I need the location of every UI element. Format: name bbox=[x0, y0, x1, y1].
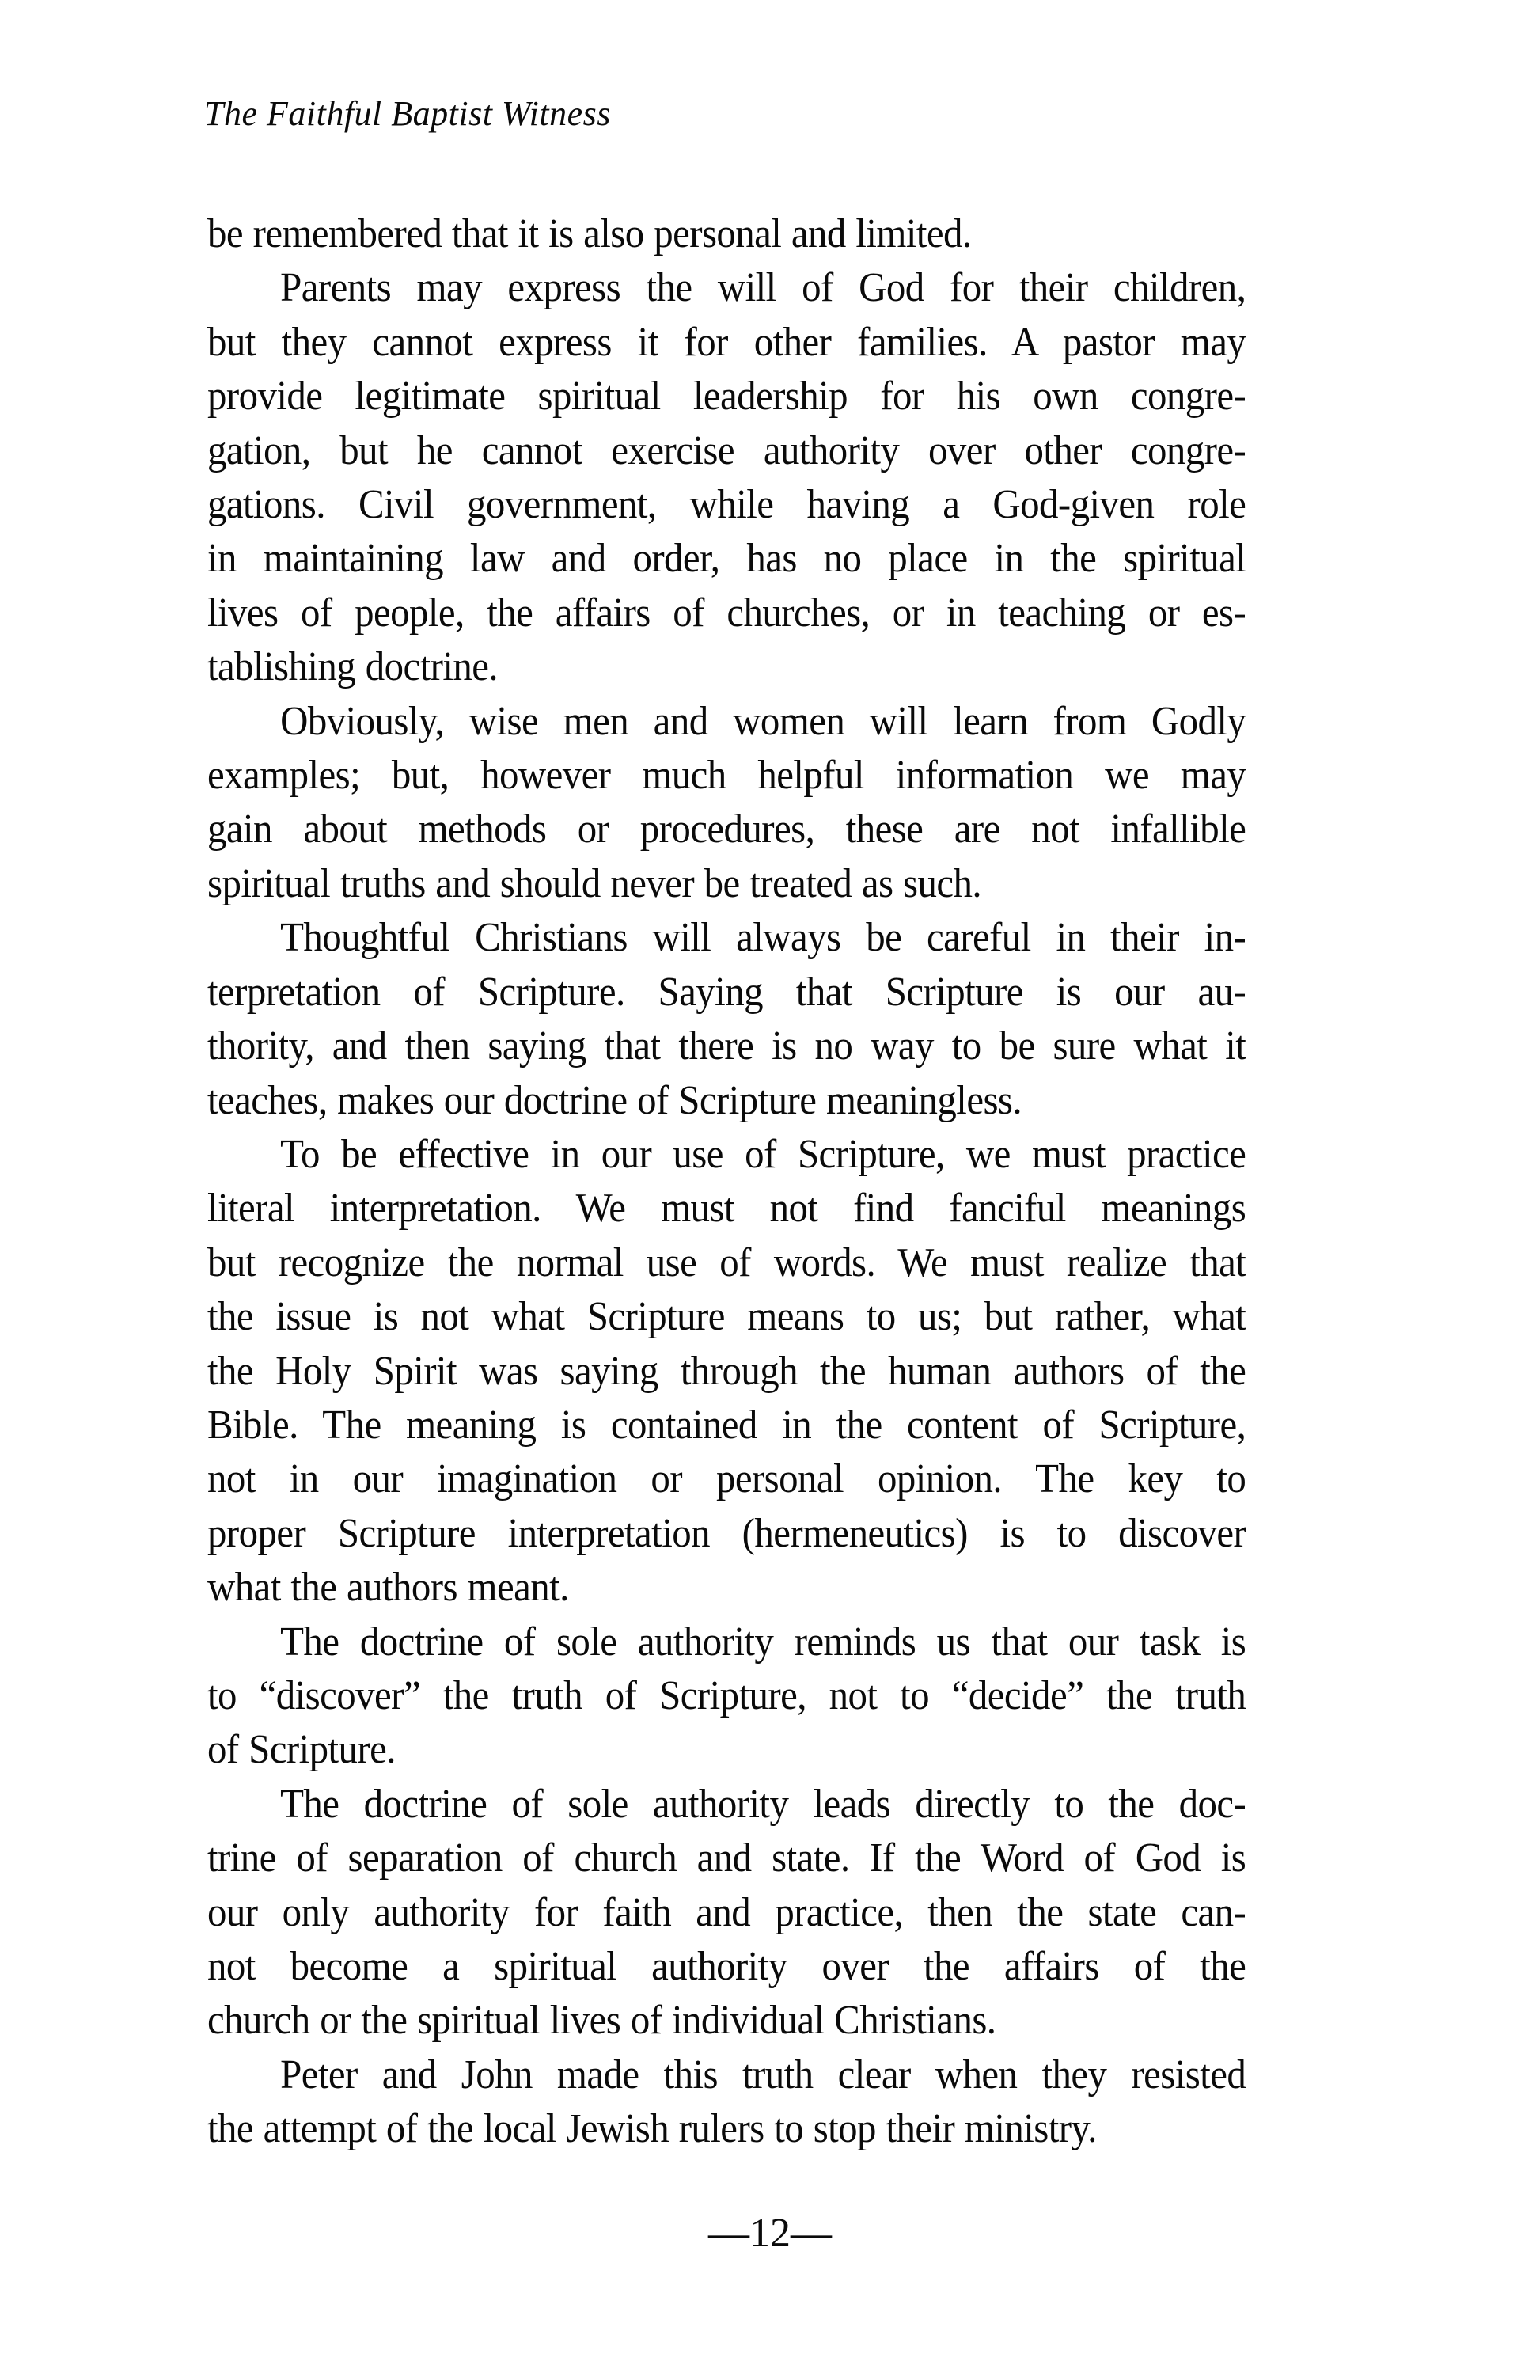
body-text bbox=[207, 207, 1246, 2157]
paragraph bbox=[207, 261, 1246, 694]
text-line: Bible. The meaning is contained in the content of Scripture, bbox=[207, 1402, 1246, 1448]
text-line: of Scripture. bbox=[207, 1727, 396, 1773]
text-line: thority, and then saying that there is no way to be sure what it bbox=[207, 1023, 1246, 1069]
text-line: teaches, makes our doctrine of Scripture meaningless. bbox=[207, 1077, 1022, 1123]
text-line: gain about methods or procedures, these are not infallible bbox=[207, 807, 1246, 852]
text-line: the attempt of the local Jewish rulers to stop their ministry. bbox=[207, 2106, 1097, 2152]
paragraph bbox=[207, 1615, 1246, 1778]
paragraph bbox=[207, 2048, 1246, 2157]
text-line: in maintaining law and order, has no place in the spiritual bbox=[207, 536, 1246, 582]
text-line: tablishing doctrine. bbox=[207, 644, 499, 690]
text-line: lives of people, the affairs of churches, or in teaching or es- bbox=[207, 590, 1246, 636]
text-line: The doctrine of sole authority leads directly to the doc- bbox=[280, 1781, 1246, 1827]
text-line: proper Scripture interpretation (hermeneutics) is to discover bbox=[207, 1510, 1246, 1556]
text-line: to “discover” the truth of Scripture, not to “decide” the truth bbox=[207, 1672, 1246, 1718]
text-line: trine of separation of church and state. If the Word of God is bbox=[207, 1835, 1246, 1881]
paragraph bbox=[207, 911, 1246, 1128]
text-line: Thoughtful Christians will always be careful in their in- bbox=[280, 915, 1246, 961]
text-line: Peter and John made this truth clear when they resisted bbox=[280, 2052, 1246, 2097]
text-line: be remembered that it is also personal and limited. bbox=[207, 211, 972, 256]
text-line: Parents may express the will of God for their children, bbox=[280, 265, 1246, 311]
page-number: —12— bbox=[708, 2211, 832, 2256]
text-line: but they cannot express it for other families. A pastor may bbox=[207, 319, 1246, 365]
paragraph bbox=[207, 695, 1246, 912]
running-head-title: The Faithful Baptist Witness bbox=[204, 94, 611, 133]
text-line: not become a spiritual authority over the affairs of the bbox=[207, 1944, 1246, 1989]
text-line: spiritual truths and should never be treated as such. bbox=[207, 860, 982, 906]
text-line: but recognize the normal use of words. We must realize that bbox=[207, 1239, 1246, 1285]
text-line: not in our imagination or personal opinion. The key to bbox=[207, 1456, 1246, 1502]
text-line: gation, but he cannot exercise authority over other congre- bbox=[207, 427, 1246, 473]
paragraph bbox=[207, 207, 1246, 261]
paragraph bbox=[207, 1778, 1246, 2048]
text-line: the issue is not what Scripture means to us; but rather, what bbox=[207, 1294, 1246, 1340]
text-line: gations. Civil government, while having a God-given role bbox=[207, 482, 1246, 528]
text-line: literal interpretation. We must not find fanciful meanings bbox=[207, 1186, 1246, 1232]
text-line: examples; but, however much helpful information we may bbox=[207, 753, 1246, 799]
paragraph bbox=[207, 1128, 1246, 1615]
text-line: provide legitimate spiritual leadership for his own congre- bbox=[207, 374, 1246, 419]
text-line: what the authors meant. bbox=[207, 1565, 569, 1611]
text-line: The doctrine of sole authority reminds us that our task is bbox=[280, 1619, 1246, 1664]
text-line: the Holy Spirit was saying through the human authors of the bbox=[207, 1348, 1246, 1394]
text-line: our only authority for faith and practice, then the state can- bbox=[207, 1889, 1246, 1935]
text-line: Obviously, wise men and women will learn from Godly bbox=[280, 698, 1246, 744]
text-line: terpretation of Scripture. Saying that Scripture is our au- bbox=[207, 969, 1246, 1015]
text-line: church or the spiritual lives of individual Christians. bbox=[207, 1998, 996, 2044]
text-line: To be effective in our use of Scripture, we must practice bbox=[280, 1131, 1246, 1177]
